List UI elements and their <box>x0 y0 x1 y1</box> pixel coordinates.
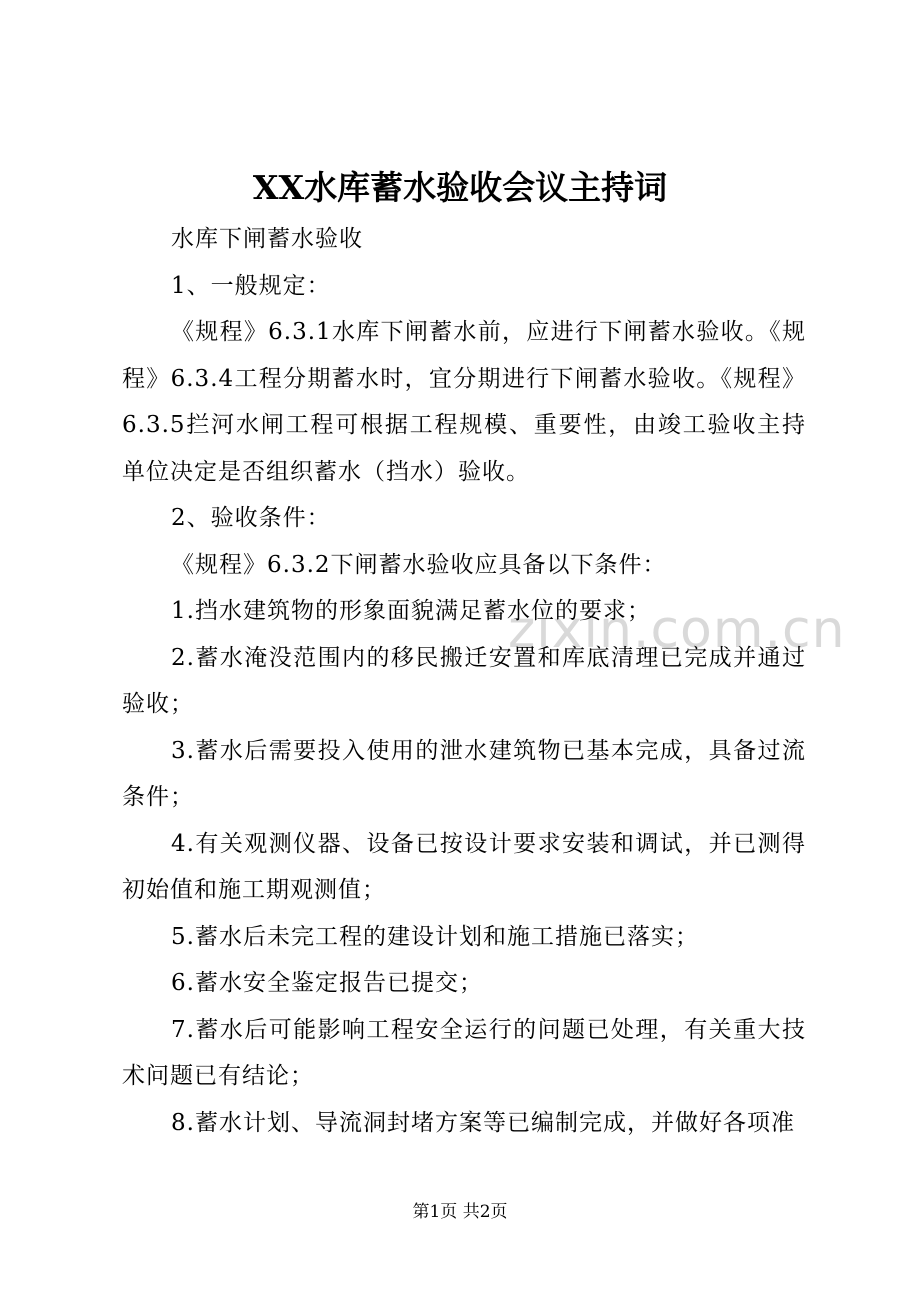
paragraph-heading: 水库下闸蓄水验收 <box>171 226 363 252</box>
page-title: XX水库蓄水验收会议主持词 <box>252 168 668 207</box>
document-body <box>122 216 806 1146</box>
list-item: 4.有关观测仪器、设备已按设计要求安装和调试，并已测得初始值和施工期观测值； <box>122 830 806 903</box>
list-item: 8.蓄水计划、导流洞封堵方案等已编制完成，并做好各项准 <box>171 1109 795 1136</box>
paragraph-conditions-heading: 2、验收条件： <box>171 505 331 531</box>
list-item: 2.蓄水淹没范围内的移民搬迁安置和库底清理已完成并通过验收； <box>122 644 806 717</box>
page-number: 第1页 共2页 <box>412 1202 508 1222</box>
list-item: 7.蓄水后可能影响工程安全运行的问题已处理，有关重大技术问题已有结论； <box>122 1016 806 1089</box>
list-item: 3.蓄水后需要投入使用的泄水建筑物已基本完成，具备过流条件； <box>122 737 806 810</box>
list-item: 1.挡水建筑物的形象面貌满足蓄水位的要求； <box>171 598 651 624</box>
list-item: 6.蓄水安全鉴定报告已提交； <box>171 970 483 996</box>
paragraph-general-rules: 《规程》6.3.1水库下闸蓄水前，应进行下闸蓄水验收。《规程》6.3.4工程分期蓄水时，宜分期进行下闸蓄水验收。《规程》6.3.5拦河水闸工程可根据工程规模、重要性，由竣工验收主持单位决定是否组织蓄水（挡水）验收。 <box>122 319 806 485</box>
paragraph-conditions-intro: 《规程》6.3.2下闸蓄水验收应具备以下条件： <box>171 551 667 578</box>
paragraph-general-rules-heading: 1、一般规定： <box>171 272 331 299</box>
list-item: 5.蓄水后未完工程的建设计划和施工措施已落实； <box>171 923 699 950</box>
watermark: zixin.com.cn <box>508 600 846 660</box>
